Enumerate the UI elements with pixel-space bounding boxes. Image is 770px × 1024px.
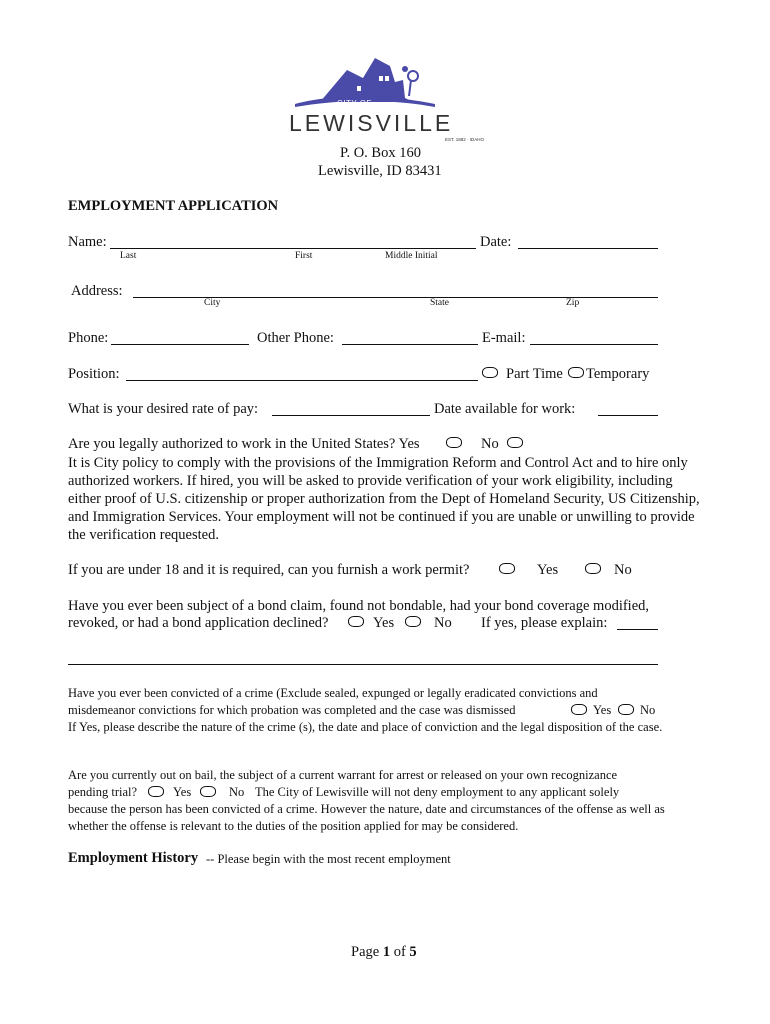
history-note: -- Please begin with the most recent employment xyxy=(206,852,451,866)
bail-no-radio[interactable] xyxy=(200,786,216,797)
phone-input-line[interactable] xyxy=(111,344,249,345)
city-logo xyxy=(285,52,490,147)
logo-est: EST. 1882 · IDAHO xyxy=(445,137,485,142)
authorized-yes-radio[interactable] xyxy=(446,437,462,448)
phone-label: Phone: xyxy=(68,330,109,346)
authorized-no-radio[interactable] xyxy=(507,437,523,448)
crime-no-label: No xyxy=(640,703,656,717)
name-label: Name: xyxy=(68,234,107,250)
bond-no-label: No xyxy=(434,615,452,631)
bail-yes-label: Yes xyxy=(173,785,192,799)
page-number: 1 xyxy=(382,944,391,960)
name-input-line[interactable] xyxy=(110,248,476,249)
bond-yes-radio[interactable] xyxy=(348,616,364,627)
bond-question-line1: Have you ever been subject of a bond claim, found not bondable, had your bond coverage modified, xyxy=(68,598,650,614)
address-line2: Lewisville, ID 83431 xyxy=(318,163,442,179)
position-label: Position: xyxy=(68,366,120,382)
logo-name: LEWISVILLE xyxy=(289,110,454,136)
bond-question-line2: revoked, or had a bond application declined? xyxy=(68,615,329,631)
bond-explain-input-line[interactable] xyxy=(617,629,658,630)
work-permit-question: If you are under 18 and it is required, can you furnish a work permit? xyxy=(68,562,470,578)
address-label: Address: xyxy=(71,283,123,299)
bond-explain-label: If yes, please explain: xyxy=(481,615,608,631)
authorization-policy: It is City policy to comply with the provisions of the Immigration Reform and Control Act and to hire only authorized workers. If hired, you will be asked to provide verification of your work eligibility, including either proof of U.S. citizenship or proper authorization from the Dept of Homeland Security, US Citizenship, and Immigration Services. Your employment will not be continued if you are unable or unwilling to provide the verification requested. xyxy=(68,455,700,543)
date-input-line[interactable] xyxy=(518,248,658,249)
bail-yes-radio[interactable] xyxy=(148,786,164,797)
page-of: of xyxy=(393,944,406,960)
first-sublabel: First xyxy=(295,251,313,261)
bail-question-line1: Are you currently out on bail, the subject of a current warrant for arrest or released on your own recognizance xyxy=(68,768,618,782)
authorized-no-label: No xyxy=(481,436,499,452)
zip-sublabel: Zip xyxy=(566,298,580,308)
crime-question-line2: misdemeanor convictions for which probation was completed and the case was dismissed xyxy=(68,703,516,717)
work-permit-no-radio[interactable] xyxy=(585,563,601,574)
other-phone-input-line[interactable] xyxy=(342,344,478,345)
bail-no-label: No xyxy=(229,785,245,799)
bail-question-prefix: pending trial? xyxy=(68,785,138,799)
rate-label: What is your desired rate of pay: xyxy=(68,401,259,417)
bond-explain-input-line-2[interactable] xyxy=(68,664,658,665)
crime-question-line1: Have you ever been convicted of a crime (Exclude sealed, expunged or legally eradicated convictions and xyxy=(68,686,598,700)
bail-line2-rest: The City of Lewisville will not deny employment to any applicant solely xyxy=(255,785,620,799)
crime-no-radio[interactable] xyxy=(618,704,634,715)
history-title: Employment History xyxy=(68,850,199,866)
part-time-label: Part Time xyxy=(506,366,563,382)
crime-yes-label: Yes xyxy=(593,703,612,717)
crime-describe: If Yes, please describe the nature of the crime (s), the date and place of conviction and the legal disposition of the case. xyxy=(68,720,663,734)
last-sublabel: Last xyxy=(120,251,137,261)
page-total: 5 xyxy=(409,944,417,960)
email-label: E-mail: xyxy=(482,330,526,346)
page-prefix: Page xyxy=(351,944,380,960)
available-label: Date available for work: xyxy=(434,401,576,417)
temporary-label: Temporary xyxy=(586,366,650,382)
address-line1: P. O. Box 160 xyxy=(340,145,421,161)
bond-no-radio[interactable] xyxy=(405,616,421,627)
part-time-radio[interactable] xyxy=(482,367,498,378)
bond-yes-label: Yes xyxy=(373,615,395,631)
temporary-radio[interactable] xyxy=(568,367,584,378)
city-sublabel: City xyxy=(204,298,221,308)
form-title: EMPLOYMENT APPLICATION xyxy=(68,198,279,214)
work-permit-no-label: No xyxy=(614,562,632,578)
other-phone-label: Other Phone: xyxy=(257,330,334,346)
available-input-line[interactable] xyxy=(598,415,658,416)
state-sublabel: State xyxy=(430,298,449,308)
rate-input-line[interactable] xyxy=(272,415,430,416)
work-permit-yes-label: Yes xyxy=(537,562,559,578)
crime-yes-radio[interactable] xyxy=(571,704,587,715)
authorization-question: Are you legally authorized to work in the United States? Yes xyxy=(68,436,420,452)
position-input-line[interactable] xyxy=(126,380,478,381)
date-label: Date: xyxy=(480,234,512,250)
bail-rest: because the person has been convicted of a crime. However the nature, date and circumstances of the offense as well as whether the offense is relevant to the duties of the position applied for may be considered. xyxy=(68,802,665,833)
middle-initial-sublabel: Middle Initial xyxy=(385,251,438,261)
page-footer xyxy=(351,944,417,961)
logo-city-of: CITY OF xyxy=(337,99,372,108)
email-input-line[interactable] xyxy=(530,344,658,345)
work-permit-yes-radio[interactable] xyxy=(499,563,515,574)
